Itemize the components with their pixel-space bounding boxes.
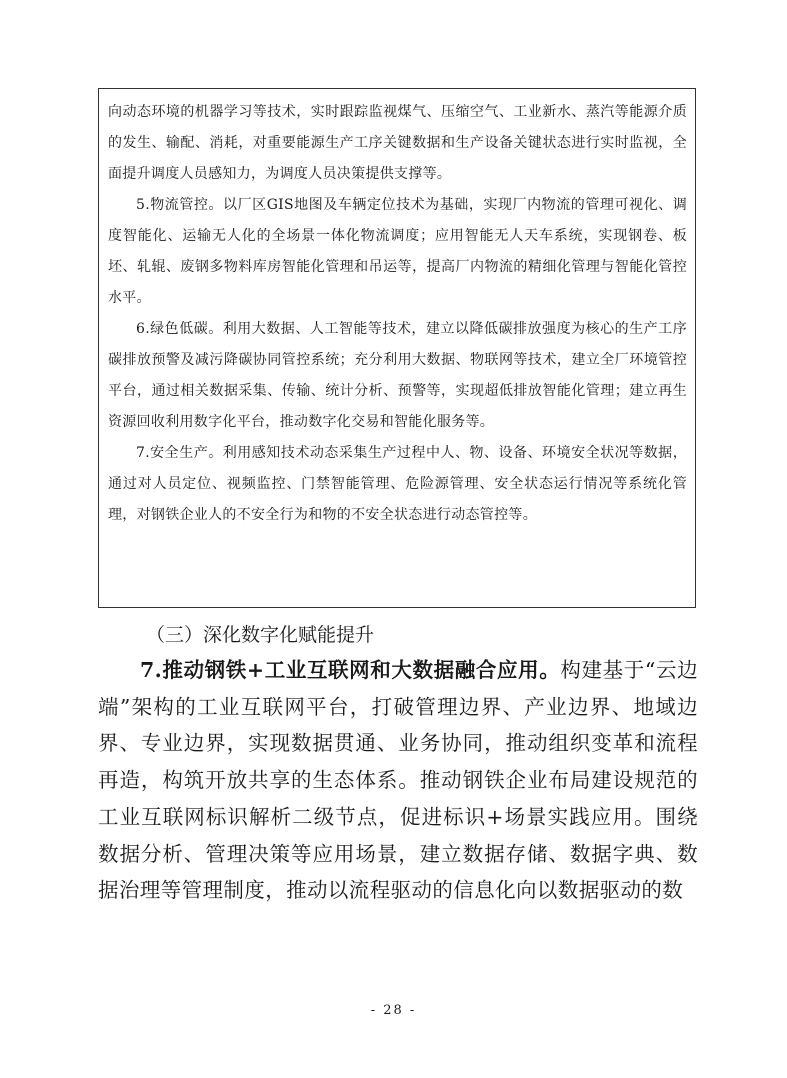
info-box [98, 88, 696, 608]
paragraph-bold-lead: 7.推动钢铁+工业互联网和大数据融合应用。 [140, 658, 561, 682]
box-continuation-text: 向动态环境的机器学习等技术，实时跟踪监视煤气、压缩空气、工业新水、蒸汽等能源介质的发生、输配、消耗，对重要能源生产工序关键数据和生产设备关键状态进行实时监视，全面提升调度人员感知力，为调度人员决策提供支撑等。 [108, 104, 687, 182]
box-item-safety-production: 7.安全生产。利用感知技术动态采集生产过程中人、物、设备、环境安全状况等数据，通过对人员定位、视频监控、门禁智能管理、危险源管理、安全状态运行情况等系统化管理，对钢铁企业人的不安全行为和物的不安全状态进行动态管控等。 [108, 445, 687, 523]
box-item-logistics: 5.物流管控。以厂区GIS地图及车辆定位技术为基础，实现厂内物流的管理可视化、调度智能化、运输无人化的全场景一体化物流调度；应用智能无人天车系统，实现钢卷、板坯、轧辊、废钢多物料库房智能化管理和吊运等，提高厂内物流的精细化管理与智能化管控水平。 [108, 197, 687, 306]
paragraph-text: 构建基于“云边端”架构的工业互联网平台，打破管理边界、产业边界、地域边界、专业边界，实现数据贯通、业务协同，推动组织变革和流程再造，构筑开放共享的生态体系。推动钢铁企业布局建设规范的工业互联网标识解析二级节点，促进标识+场景实践应用。围绕数据分析、管理决策等应用场景，建立数据存储、数据字典、数据治理等管理制度，推动以流程驱动的信息化向以数据驱动的数 [98, 658, 698, 903]
section-heading: （三）深化数字化赋能提升 [146, 624, 375, 646]
body-paragraph [98, 652, 698, 909]
page-number: - 28 - [370, 1003, 417, 1018]
box-item-green-low-carbon: 6.绿色低碳。利用大数据、人工智能等技术，建立以降低碳排放强度为核心的生产工序碳排放预警及减污降碳协同管控系统；充分利用大数据、物联网等技术，建立全厂环境管控平台，通过相关数据采集、传输、统计分析、预警等，实现超低排放智能化管理；建立再生资源回收利用数字化平台，推动数字化交易和智能化服务等。 [108, 321, 687, 430]
